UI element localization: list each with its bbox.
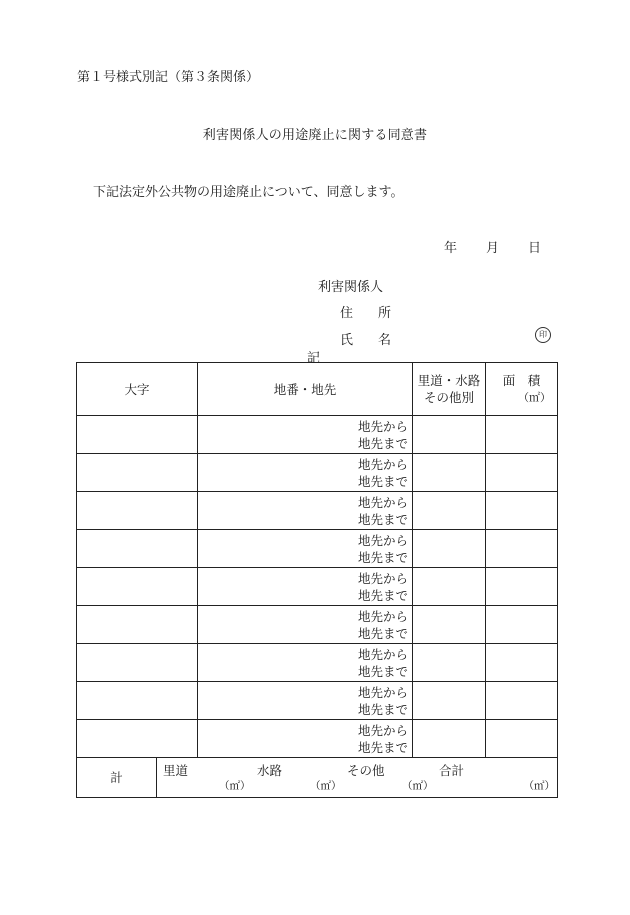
total-water-unit: （㎡） [310,780,342,792]
name-label-char-1: 氏 [340,333,354,348]
chiban-cell[interactable] [198,492,413,530]
road-type-cell[interactable] [413,720,486,758]
area-cell[interactable] [486,644,558,682]
chiban-to-label: 地先まで [358,701,409,717]
table-row [77,416,558,454]
chiban-cell[interactable] [198,568,413,606]
table-row [77,644,558,682]
area-cell[interactable] [486,682,558,720]
chiban-cell[interactable] [198,454,413,492]
chiban-cell[interactable] [198,644,413,682]
land-table [76,362,558,798]
area-cell[interactable] [486,454,558,492]
area-cell[interactable] [486,606,558,644]
chiban-cell[interactable] [198,682,413,720]
road-type-cell[interactable] [413,530,486,568]
aza-cell[interactable] [77,606,198,644]
chiban-from-label: 地先から [358,494,409,510]
aza-cell[interactable] [77,530,198,568]
header-aza: 大字 [77,363,198,416]
consent-statement: 下記法定外公共物の用途廃止について、同意します。 [93,185,404,200]
address-label-char-1: 住 [340,306,354,321]
total-sum-label: 合計 [439,763,465,778]
interested-party-title: 利害関係人 [318,280,384,295]
road-type-cell[interactable] [413,644,486,682]
table-row [77,454,558,492]
road-type-cell[interactable] [413,682,486,720]
area-cell[interactable] [486,492,558,530]
chiban-to-label: 地先まで [358,625,409,641]
name-label-char-2: 名 [378,333,392,348]
total-row [77,758,558,798]
chiban-to-label: 地先まで [358,549,409,565]
day-label: 日 [528,241,542,256]
chiban-to-label: 地先まで [358,473,409,489]
chiban-cell[interactable] [198,606,413,644]
table-row [77,492,558,530]
table-row [77,530,558,568]
ki-heading: 記 [307,351,321,366]
total-water-label: 水路 [257,763,283,778]
chiban-to-label: 地先まで [358,511,409,527]
area-cell[interactable] [486,720,558,758]
aza-cell[interactable] [77,644,198,682]
road-type-cell[interactable] [413,606,486,644]
area-cell[interactable] [486,416,558,454]
header-chiban: 地番・地先 [198,363,413,416]
aza-cell[interactable] [77,454,198,492]
header-road-type: 里道・水路その他別 [413,363,486,416]
aza-cell[interactable] [77,720,198,758]
seal-mark: 印 [535,327,551,343]
address-label-char-2: 所 [378,306,392,321]
total-sum-unit: （㎡） [523,780,556,792]
aza-cell[interactable] [77,492,198,530]
date-line [444,237,541,256]
header-area [486,363,558,416]
chiban-from-label: 地先から [358,684,409,700]
total-other-label: その他 [347,763,385,778]
form-reference: 第１号様式別記（第３条関係） [77,70,260,85]
table-row [77,568,558,606]
month-label: 月 [486,241,500,256]
road-type-cell[interactable] [413,454,486,492]
address-label [340,302,416,321]
table-header-row [77,363,558,416]
chiban-cell[interactable] [198,720,413,758]
aza-cell[interactable] [77,568,198,606]
table-row [77,606,558,644]
road-type-cell[interactable] [413,568,486,606]
chiban-cell[interactable] [198,530,413,568]
chiban-from-label: 地先から [358,722,409,738]
header-area-label: 面 積 [502,373,541,388]
chiban-from-label: 地先から [358,646,409,662]
road-type-cell[interactable] [413,492,486,530]
chiban-from-label: 地先から [358,418,409,434]
area-cell[interactable] [486,568,558,606]
chiban-to-label: 地先まで [358,663,409,679]
total-label: 計 [77,758,157,798]
name-label [340,329,416,348]
table-row [77,720,558,758]
chiban-cell[interactable] [198,416,413,454]
table-row [77,682,558,720]
year-label: 年 [444,241,458,256]
chiban-from-label: 地先から [358,456,409,472]
total-road-unit: （㎡） [219,780,251,792]
document-title: 利害関係人の用途廃止に関する同意書 [202,128,428,143]
chiban-to-label: 地先まで [358,587,409,603]
chiban-from-label: 地先から [358,532,409,548]
chiban-to-label: 地先まで [358,435,409,451]
area-cell[interactable] [486,530,558,568]
chiban-from-label: 地先から [358,608,409,624]
total-cell [157,758,558,798]
aza-cell[interactable] [77,416,198,454]
chiban-from-label: 地先から [358,570,409,586]
header-area-unit: （㎡） [518,391,552,404]
aza-cell[interactable] [77,682,198,720]
road-type-cell[interactable] [413,416,486,454]
total-other-unit: （㎡） [402,780,434,792]
total-road-label: 里道 [163,763,189,778]
chiban-to-label: 地先まで [358,739,409,755]
